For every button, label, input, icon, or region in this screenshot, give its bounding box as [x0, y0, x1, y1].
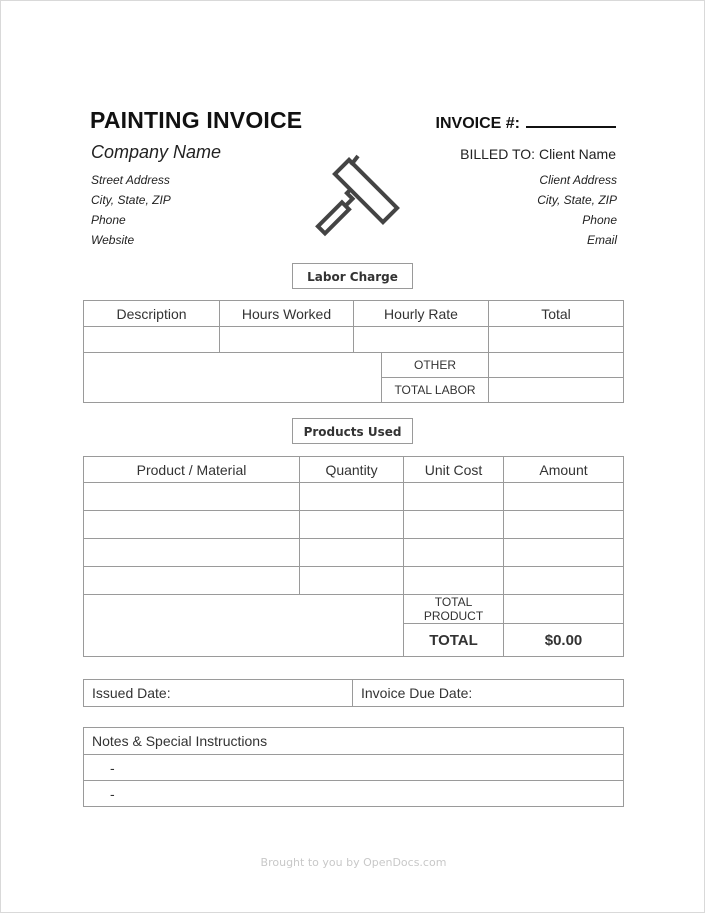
product-cell[interactable] [504, 567, 624, 595]
labor-other-row [84, 353, 624, 378]
product-cell[interactable] [84, 539, 300, 567]
note-line-1[interactable]: - [84, 755, 624, 781]
labor-header-row [84, 301, 624, 327]
table-row [84, 483, 624, 511]
labor-col-description: Description [84, 301, 220, 327]
dates-table [83, 679, 624, 707]
labor-blank-area [84, 353, 382, 403]
labor-table [83, 300, 624, 403]
labor-col-total: Total [489, 301, 624, 327]
table-row [84, 511, 624, 539]
products-col-unit-cost: Unit Cost [404, 457, 504, 483]
total-product-row [84, 595, 624, 624]
product-cell[interactable] [504, 483, 624, 511]
product-cell[interactable] [404, 539, 504, 567]
products-used-label: Products Used [292, 418, 413, 444]
table-row [84, 567, 624, 595]
total-labor-value[interactable] [489, 378, 624, 403]
labor-cell[interactable] [220, 327, 354, 353]
total-product-value[interactable] [504, 595, 624, 624]
issued-date-field[interactable]: Issued Date: [84, 680, 353, 707]
client-email: Email [586, 233, 617, 247]
labor-other-value[interactable] [489, 353, 624, 378]
labor-col-hours: Hours Worked [220, 301, 354, 327]
total-product-label: TOTAL PRODUCT [404, 595, 504, 624]
company-phone: Phone [91, 213, 126, 227]
product-cell[interactable] [504, 511, 624, 539]
product-cell[interactable] [84, 511, 300, 539]
grand-total-label: TOTAL [404, 624, 504, 657]
product-cell[interactable] [84, 483, 300, 511]
list-item [84, 755, 624, 781]
product-cell[interactable] [84, 567, 300, 595]
invoice-due-date-field[interactable]: Invoice Due Date: [353, 680, 624, 707]
paint-roller-icon [306, 151, 401, 241]
invoice-number [436, 112, 616, 133]
product-cell[interactable] [300, 483, 404, 511]
labor-cell[interactable] [354, 327, 489, 353]
labor-cell[interactable] [489, 327, 624, 353]
table-row [84, 327, 624, 353]
products-table [83, 456, 624, 657]
products-header-row [84, 457, 624, 483]
labor-charge-label: Labor Charge [292, 263, 413, 289]
labor-cell[interactable] [84, 327, 220, 353]
product-cell[interactable] [404, 483, 504, 511]
invoice-number-line [526, 112, 616, 128]
notes-table [83, 727, 624, 807]
client-city: City, State, ZIP [537, 193, 617, 207]
total-labor-label: TOTAL LABOR [382, 378, 489, 403]
product-cell[interactable] [404, 511, 504, 539]
products-blank-area [84, 595, 404, 657]
company-website: Website [91, 233, 135, 247]
company-city: City, State, ZIP [91, 193, 171, 207]
products-col-quantity: Quantity [300, 457, 404, 483]
company-name: Company Name [91, 142, 222, 162]
notes-heading: Notes & Special Instructions [84, 728, 624, 755]
product-cell[interactable] [300, 567, 404, 595]
product-cell[interactable] [300, 539, 404, 567]
company-street: Street Address [91, 173, 170, 187]
labor-col-rate: Hourly Rate [354, 301, 489, 327]
list-item [84, 781, 624, 807]
table-row [84, 539, 624, 567]
invoice-number-label: INVOICE #: [435, 115, 520, 132]
grand-total-value: $0.00 [504, 624, 624, 657]
document-title: PAINTING INVOICE [90, 107, 303, 133]
product-cell[interactable] [300, 511, 404, 539]
labor-other-label: OTHER [382, 353, 489, 378]
client-address: Client Address [539, 173, 617, 187]
product-cell[interactable] [504, 539, 624, 567]
billed-to: BILLED TO: Client Name [460, 146, 616, 162]
products-col-material: Product / Material [84, 457, 300, 483]
note-line-2[interactable]: - [84, 781, 624, 807]
client-phone: Phone [582, 213, 617, 227]
footer-credit: Brought to you by OpenDocs.com [260, 856, 447, 869]
products-col-amount: Amount [504, 457, 624, 483]
product-cell[interactable] [404, 567, 504, 595]
